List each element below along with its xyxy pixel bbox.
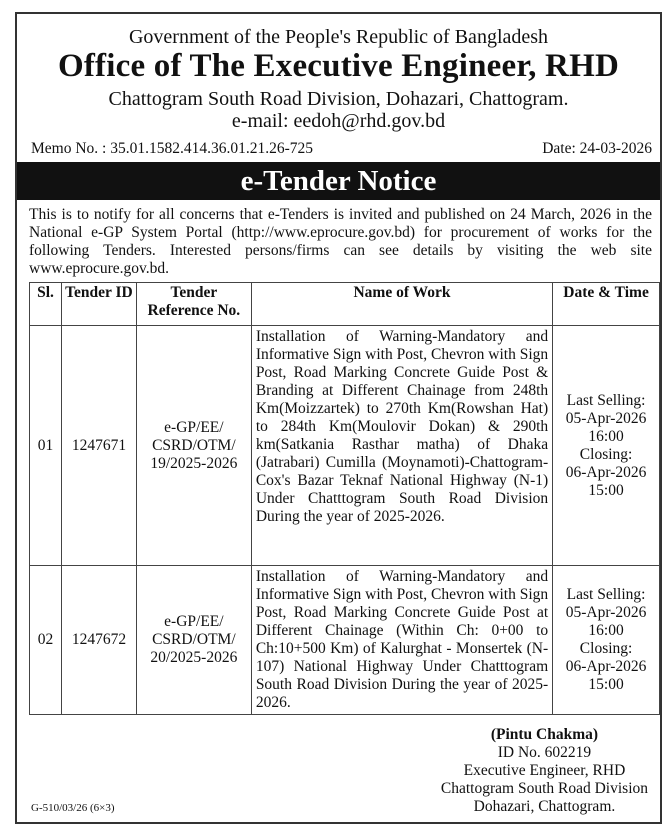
header-name-of-work: Name of Work xyxy=(251,283,552,326)
notice-title-banner: e-Tender Notice xyxy=(17,162,660,200)
table-row xyxy=(30,326,660,566)
signatory-place: Dohazari, Chattogram. xyxy=(473,798,616,815)
government-line: Government of the People's Republic of Bangladesh xyxy=(128,26,549,48)
table-header-row xyxy=(30,283,660,326)
selling-date: 05-Apr-2026 16:00 xyxy=(565,409,647,445)
tender-id: 1247672 xyxy=(61,566,136,715)
signatory-id: ID No. 602219 xyxy=(497,744,592,761)
selling-label: Last Selling: xyxy=(566,391,646,409)
closing-date: 06-Apr-2026 15:00 xyxy=(565,463,647,499)
notice-date: Date: 24-03-2026 xyxy=(542,140,652,157)
table-row xyxy=(30,566,660,715)
tender-id: 1247671 xyxy=(61,326,136,566)
selling-label: Last Selling: xyxy=(566,586,646,603)
sl: 02 xyxy=(30,566,62,715)
closing-label: Closing: xyxy=(579,445,633,463)
division-line: Chattogram South Road Division, Dohazari, Chattogram. xyxy=(108,88,569,110)
date-time xyxy=(553,326,660,566)
sl: 01 xyxy=(30,326,62,566)
signatory-division: Chattogram South Road Division xyxy=(440,780,648,797)
memo-number: Memo No. : 35.01.1582.414.36.01.21.26-725 xyxy=(31,140,314,157)
header-sl: Sl. xyxy=(30,283,62,326)
footer-code: G-510/03/26 (6×3) xyxy=(31,802,115,814)
date-time xyxy=(553,566,660,715)
signature-block xyxy=(441,726,648,816)
signatory-name: (Pintu Chakma) xyxy=(490,726,599,743)
name-of-work: Installation of Warning-Mandatory and Informative Sign with Post, Chevron with Sign Post, Road Marking Concrete Guide Post & Branding at Different Chainage from 248th Km(Moizzartek) to 270th Km(Rowshan Hat) to 284th Km(Moulovir Dokan) & 290th km(Satkania Rasthar matha) of Dhaka (Jatrabari) Cumilla (Moynamoti)-Chattogram- Cox's Bazar Teknaf National Highway (N-1) Under Chatttogram South Road Division During the year of 2025-2026. xyxy=(251,326,552,566)
header-tender-id: Tender ID xyxy=(61,283,136,326)
name-of-work: Installation of Warning-Mandatory and Informative Sign with Post, Chevron with Sign Post, Road Marking Concrete Guide Post at Different Chainage (Within Ch: 0+00 to Ch:10+500 Km) of Kalurghat - Monsertek (N-107) National Highway Under Chatttogram South Road Division During the year of 2025-2026. xyxy=(251,566,552,715)
header-reference: Tender Reference No. xyxy=(136,283,251,326)
closing-label: Closing: xyxy=(579,640,633,657)
office-title: Office of The Executive Engineer, RHD xyxy=(57,48,619,84)
header-date-time: Date & Time xyxy=(553,283,660,326)
reference: e-GP/EE/ CSRD/OTM/ 19/2025-2026 xyxy=(136,326,251,566)
tender-table xyxy=(29,282,660,715)
selling-date: 05-Apr-2026 16:00 xyxy=(565,604,647,639)
closing-date: 06-Apr-2026 15:00 xyxy=(565,658,647,693)
tender-notice xyxy=(15,12,662,824)
email-line: e-mail: eedoh@rhd.gov.bd xyxy=(231,110,446,132)
signatory-designation: Executive Engineer, RHD xyxy=(463,762,626,779)
reference: e-GP/EE/ CSRD/OTM/ 20/2025-2026 xyxy=(136,566,251,715)
intro-paragraph: This is to notify for all concerns that e-Tenders is invited and published on 24 March, 2026 in the National e-GP System Portal (http://www.eprocure.gov.bd) for procurement of works for the following Tenders. Interested persons/firms can see details by visiting the web site www.eprocure.gov.bd. xyxy=(29,206,652,277)
